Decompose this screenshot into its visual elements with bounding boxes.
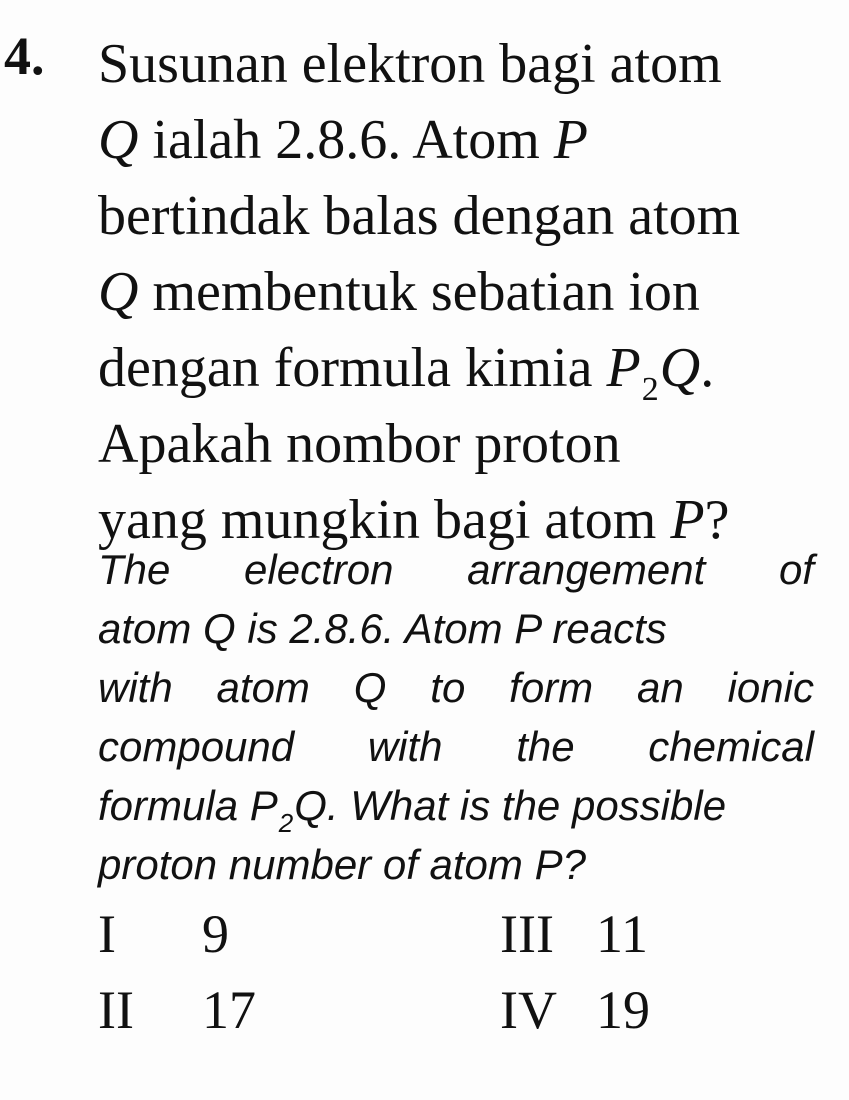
english-line-1: The electron arrangement of: [98, 546, 814, 593]
option-i: [98, 896, 229, 972]
option-numeral: III: [500, 904, 554, 964]
formula-subscript: 2: [278, 808, 294, 838]
english-line-4: compound with the chemical: [98, 723, 814, 770]
english-line-5: formula $P_2Q$. What is the possible: [98, 782, 727, 838]
malay-line-4: Q membentuk sebatian ion: [98, 261, 700, 323]
question-text-malay: [98, 26, 828, 558]
option-value: 17: [202, 980, 256, 1040]
atom-p-symbol: P: [670, 489, 705, 551]
malay-line-2: Q ialah 2.8.6. Atom P: [98, 109, 588, 171]
option-numeral: II: [98, 980, 134, 1040]
malay-line-5: dengan formula kimia $P_2Q$.: [98, 337, 715, 408]
english-line-2: atom Q is 2.8.6. Atom P reacts: [98, 605, 667, 652]
option-numeral: I: [98, 904, 116, 964]
formula-subscript: 2: [641, 371, 659, 408]
atom-p-symbol: P: [553, 109, 588, 171]
atom-q-symbol: Q: [98, 261, 139, 323]
option-value: 11: [596, 904, 648, 964]
english-line-6: proton number of atom P?: [98, 841, 586, 888]
option-numeral: IV: [500, 980, 557, 1040]
question-text-english: [98, 540, 818, 894]
chemical-formula: $P_2Q$: [606, 337, 701, 408]
malay-line-3: bertindak balas dengan atom: [98, 185, 741, 247]
option-iv: [500, 972, 650, 1048]
option-ii: [98, 972, 256, 1048]
option-iii: [500, 896, 648, 972]
option-value: 9: [202, 904, 229, 964]
malay-line-1: Susunan elektron bagi atom: [98, 33, 722, 95]
malay-line-7: yang mungkin bagi atom P?: [98, 489, 730, 551]
question-number: 4.: [4, 26, 45, 86]
atom-q-symbol: Q: [98, 109, 139, 171]
english-line-3: with atom Q to form an ionic: [98, 664, 814, 711]
malay-line-6: Apakah nombor proton: [98, 413, 621, 475]
option-value: 19: [596, 980, 650, 1040]
